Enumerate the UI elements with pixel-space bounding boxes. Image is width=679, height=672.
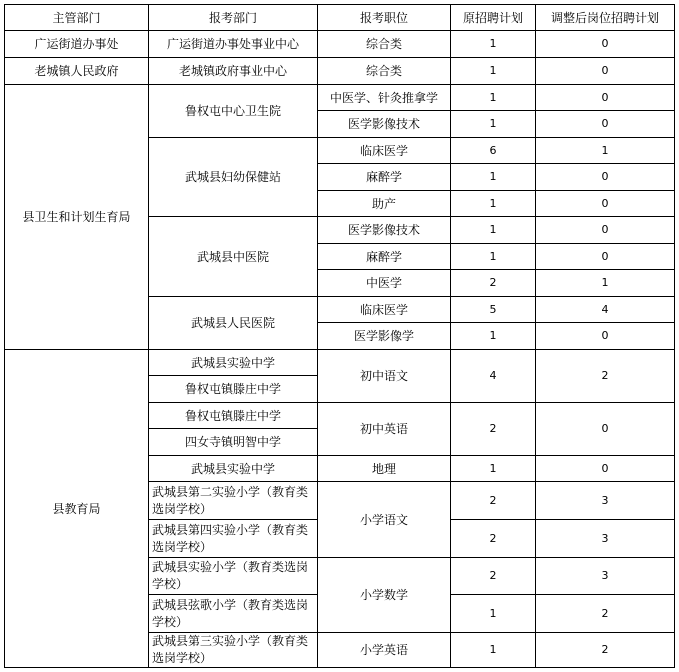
table-row <box>5 85 675 111</box>
original-cell: 1 <box>451 217 536 244</box>
original-cell: 5 <box>451 297 536 323</box>
table-row <box>5 350 675 376</box>
unit-cell: 鲁权屯镇滕庄中学 <box>149 403 318 429</box>
original-cell: 2 <box>451 482 536 520</box>
adjusted-cell: 3 <box>536 558 675 595</box>
adjusted-cell: 3 <box>536 520 675 558</box>
dept-cell: 老城镇人民政府 <box>5 58 149 85</box>
unit-cell: 武城县第二实验小学（教育类选岗学校） <box>149 482 318 520</box>
dept-cell: 广运街道办事处 <box>5 31 149 58</box>
adjusted-cell: 0 <box>536 191 675 217</box>
position-cell: 麻醉学 <box>318 244 451 270</box>
original-cell: 2 <box>451 558 536 595</box>
adjusted-cell: 0 <box>536 217 675 244</box>
position-cell: 中医学、针灸推拿学 <box>318 85 451 111</box>
original-cell: 1 <box>451 633 536 668</box>
unit-cell: 武城县实验小学（教育类选岗学校） <box>149 558 318 595</box>
unit-cell: 武城县人民医院 <box>149 297 318 350</box>
original-cell: 1 <box>451 323 536 350</box>
position-cell: 小学数学 <box>318 558 451 633</box>
dept-cell: 县卫生和计划生育局 <box>5 85 149 350</box>
position-cell: 中医学 <box>318 270 451 297</box>
position-cell: 医学影像技术 <box>318 111 451 138</box>
unit-cell: 老城镇政府事业中心 <box>149 58 318 85</box>
adjusted-cell: 0 <box>536 323 675 350</box>
original-cell: 2 <box>451 270 536 297</box>
original-cell: 6 <box>451 138 536 164</box>
adjusted-cell: 0 <box>536 403 675 456</box>
header-dept: 主管部门 <box>5 5 149 31</box>
original-cell: 1 <box>451 164 536 191</box>
original-cell: 1 <box>451 595 536 633</box>
unit-cell: 武城县第三实验小学（教育类选岗学校） <box>149 633 318 668</box>
position-cell: 综合类 <box>318 58 451 85</box>
adjusted-cell: 0 <box>536 85 675 111</box>
table-row <box>5 31 675 58</box>
original-cell: 2 <box>451 403 536 456</box>
original-cell: 4 <box>451 350 536 403</box>
unit-cell: 武城县实验中学 <box>149 350 318 376</box>
original-cell: 1 <box>451 31 536 58</box>
position-cell: 地理 <box>318 456 451 482</box>
unit-cell: 鲁权屯镇滕庄中学 <box>149 376 318 403</box>
position-cell: 助产 <box>318 191 451 217</box>
table-header-row <box>5 5 675 31</box>
adjusted-cell: 1 <box>536 270 675 297</box>
unit-cell: 武城县第四实验小学（教育类选岗学校） <box>149 520 318 558</box>
original-cell: 1 <box>451 456 536 482</box>
original-cell: 1 <box>451 85 536 111</box>
position-cell: 小学英语 <box>318 633 451 668</box>
adjusted-cell: 4 <box>536 297 675 323</box>
original-cell: 1 <box>451 244 536 270</box>
position-cell: 临床医学 <box>318 297 451 323</box>
adjusted-cell: 2 <box>536 350 675 403</box>
position-cell: 初中英语 <box>318 403 451 456</box>
adjusted-cell: 1 <box>536 138 675 164</box>
adjusted-cell: 2 <box>536 595 675 633</box>
original-cell: 1 <box>451 191 536 217</box>
dept-cell: 县教育局 <box>5 350 149 668</box>
adjusted-cell: 2 <box>536 633 675 668</box>
position-cell: 综合类 <box>318 31 451 58</box>
original-cell: 1 <box>451 58 536 85</box>
header-unit: 报考部门 <box>149 5 318 31</box>
position-cell: 小学语文 <box>318 482 451 558</box>
header-position: 报考职位 <box>318 5 451 31</box>
header-original: 原招聘计划 <box>451 5 536 31</box>
unit-cell: 广运街道办事处事业中心 <box>149 31 318 58</box>
adjusted-cell: 0 <box>536 31 675 58</box>
unit-cell: 武城县实验中学 <box>149 456 318 482</box>
table-row <box>5 58 675 85</box>
unit-cell: 鲁权屯中心卫生院 <box>149 85 318 138</box>
position-cell: 麻醉学 <box>318 164 451 191</box>
unit-cell: 四女寺镇明智中学 <box>149 429 318 456</box>
recruitment-adjustment-table <box>4 4 675 668</box>
adjusted-cell: 0 <box>536 164 675 191</box>
adjusted-cell: 0 <box>536 456 675 482</box>
adjusted-cell: 0 <box>536 244 675 270</box>
unit-cell: 武城县妇幼保健站 <box>149 138 318 217</box>
position-cell: 初中语文 <box>318 350 451 403</box>
header-adjusted: 调整后岗位招聘计划 <box>536 5 675 31</box>
adjusted-cell: 3 <box>536 482 675 520</box>
unit-cell: 武城县弦歌小学（教育类选岗学校） <box>149 595 318 633</box>
position-cell: 临床医学 <box>318 138 451 164</box>
position-cell: 医学影像技术 <box>318 217 451 244</box>
position-cell: 医学影像学 <box>318 323 451 350</box>
original-cell: 2 <box>451 520 536 558</box>
adjusted-cell: 0 <box>536 58 675 85</box>
adjusted-cell: 0 <box>536 111 675 138</box>
original-cell: 1 <box>451 111 536 138</box>
unit-cell: 武城县中医院 <box>149 217 318 297</box>
